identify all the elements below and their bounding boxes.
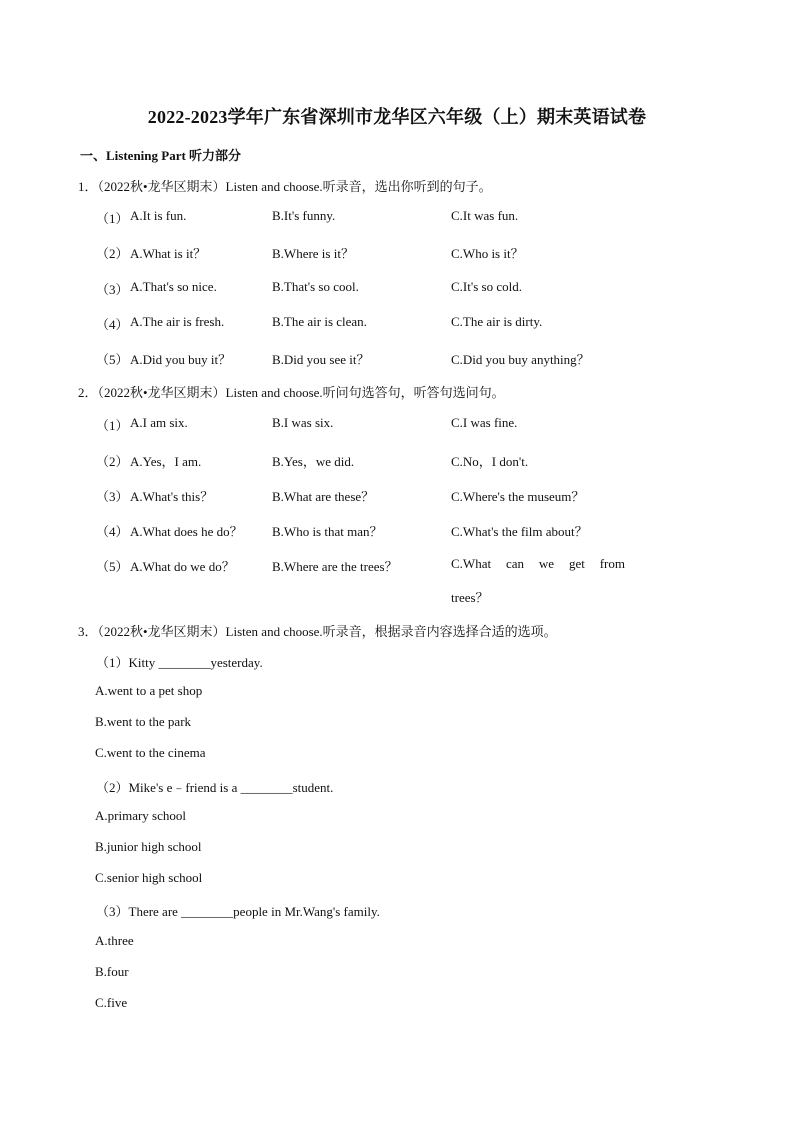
option-b: B.It's funny. [272,208,336,223]
option-a: A.Yes，I am. [130,454,202,469]
option-a: A.What does he do？ [130,524,243,539]
option-b: B.The air is clean. [272,314,367,329]
option-a: A.What is it？ [130,246,207,261]
option-a: A.The air is fresh. [130,314,225,329]
item-number: （4） [96,317,129,332]
option-c: C.Where's the museum？ [451,489,585,504]
option-c: C.It was fun. [451,208,519,223]
q3-part-1-option-b: B.went to the park [95,714,192,729]
q3-part-2-stem: （2）Mike's e﹣friend is a ________student. [96,780,334,795]
option-a: A.Did you buy it？ [130,352,232,367]
option-c: C.What's the film about？ [451,524,588,539]
option-c: C.The air is dirty. [451,314,543,329]
option-a: A.What do we do？ [130,559,235,574]
q3-part-2-option-a: A.primary school [95,808,186,823]
option-c: C.No，I don't. [451,454,529,469]
option-b: B.Where are the trees？ [272,559,398,574]
option-b: B.Where is it？ [272,246,354,261]
item-number: （3） [96,282,129,297]
option-c: C.Did you buy anything？ [451,352,590,367]
q1-item-3 [0,279,794,299]
option-a: A.It is fun. [130,208,187,223]
q2-item-3 [0,486,794,506]
q2-item-1 [0,415,794,435]
section-heading-listening: 一、Listening Part 听力部分 [80,148,242,163]
q2-item-4 [0,521,794,541]
option-c: C.It's so cold. [451,279,522,294]
q1-item-5 [0,349,794,369]
q3-part-2-option-b: B.junior high school [95,839,202,854]
item-number: （1） [96,418,129,433]
option-c: C.Who is it？ [451,246,524,261]
item-number: （4） [96,524,129,539]
option-a: A.I am six. [130,415,188,430]
option-b: B.That's so cool. [272,279,359,294]
item-number: （2） [96,454,129,469]
q3-part-1-option-c: C.went to the cinema [95,745,206,760]
q1-item-4 [0,314,794,334]
exam-title: 2022-2023学年广东省深圳市龙华区六年级（上）期末英语试卷 [147,107,647,127]
question-3-stem: 3．（2022秋•龙华区期末）Listen and choose.听录音，根据录音内容选择合适的选项。 [78,624,557,639]
option-b: B.What are these？ [272,489,375,504]
q3-part-1-stem: （1）Kitty ________yesterday. [96,655,263,670]
question-2-stem: 2．（2022秋•龙华区期末）Listen and choose.听问句选答句，听答句选问句。 [78,385,505,400]
option-b: B.I was six. [272,415,334,430]
item-number: （5） [96,352,129,367]
q2-item-5 [0,556,794,576]
item-number: （2） [96,246,129,261]
q3-part-3-stem: （3）There are ________people in Mr.Wang's family. [96,904,380,919]
q2-item-5-continuation [0,587,794,607]
q3-part-1-option-a: A.went to a pet shop [95,683,203,698]
q2-item-2 [0,451,794,471]
q3-part-2-option-c: C.senior high school [95,870,203,885]
q3-part-3-option-c: C.five [95,995,128,1010]
q3-part-3-option-b: B.four [95,964,129,979]
item-number: （1） [96,211,129,226]
q3-part-3-option-a: A.three [95,933,134,948]
option-a: A.What's this？ [130,489,214,504]
q1-item-2 [0,243,794,263]
question-1-stem: 1．（2022秋•龙华区期末）Listen and choose.听录音，选出你听到的句子。 [78,179,492,194]
option-b: B.Who is that man？ [272,524,383,539]
item-number: （3） [96,489,129,504]
option-b: B.Yes，we did. [272,454,355,469]
option-c: C.I was fine. [451,415,518,430]
option-c: C.What can we get from [451,556,625,571]
q1-item-1 [0,208,794,228]
item-number: （5） [96,559,129,574]
option-a: A.That's so nice. [130,279,217,294]
option-b: B.Did you see it？ [272,352,370,367]
option-c-continued: trees？ [451,590,489,605]
